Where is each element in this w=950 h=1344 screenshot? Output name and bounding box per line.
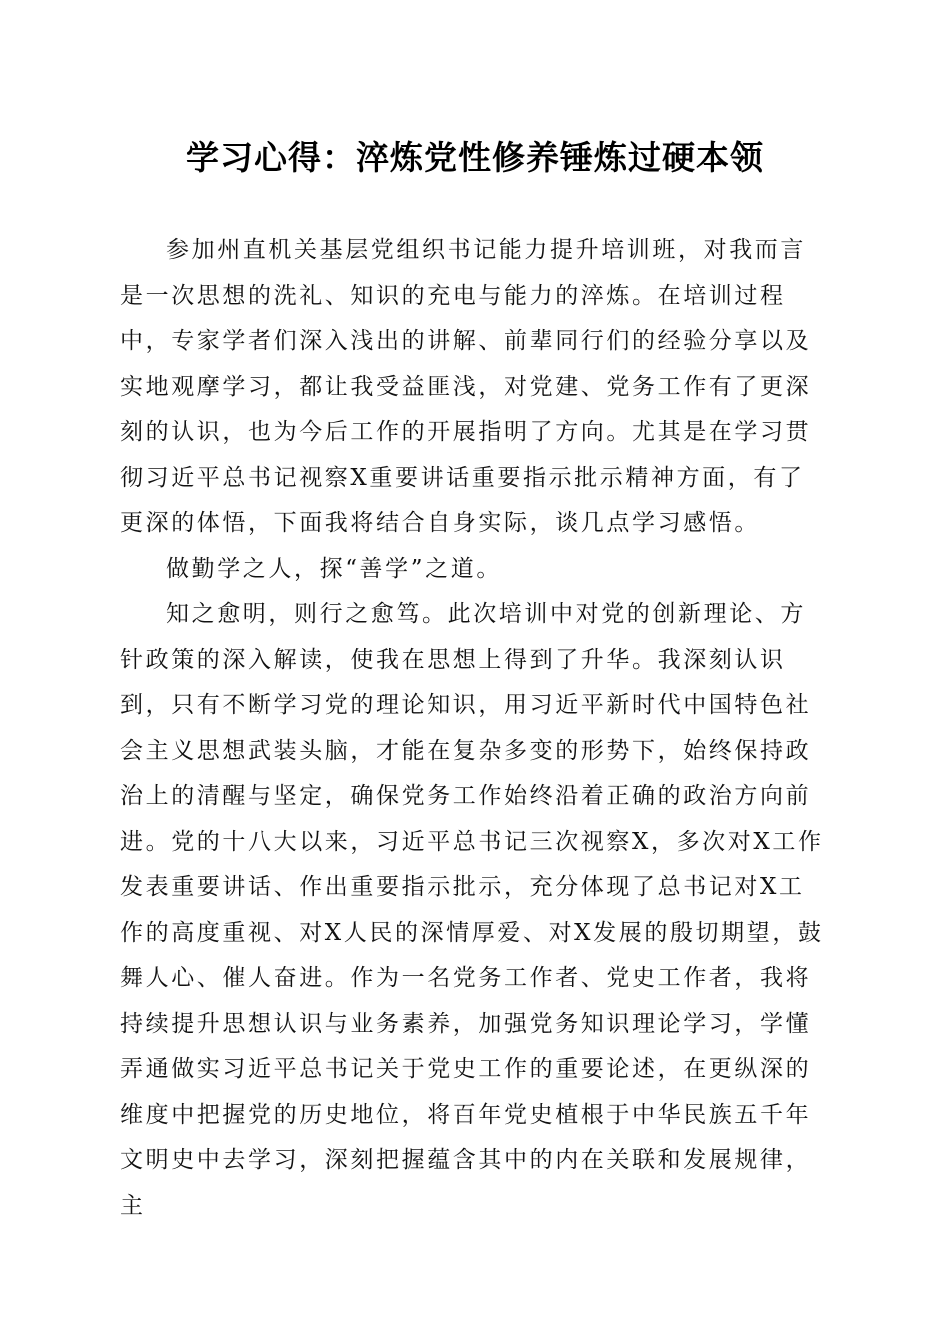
- document-body: [120, 228, 830, 1229]
- document-title: 学习心得：淬炼党性修养锤炼过硬本领: [186, 138, 764, 177]
- paragraph-section-heading: 做勤学之人，探“善学”之道。: [166, 555, 502, 582]
- paragraph-intro: 参加州直机关基层党组织书记能力提升培训班，对我而言是一次思想的洗礼、知识的充电与能力的淬炼。在培训过程中，专家学者们深入浅出的讲解、前辈同行们的经验分享以及实地观摩学习，都让我受益匪浅，对党建、党务工作有了更深刻的认识，也为今后工作的开展指明了方向。尤其是在学习贯彻习近平总书记视察X重要讲话重要指示批示精神方面，有了更深的体悟，下面我将结合自身实际，谈几点学习感悟。: [120, 237, 812, 536]
- paragraph-learning: 知之愈明，则行之愈笃。此次培训中对党的创新理论、方针政策的深入解读，使我在思想上得到了升华。我深刻认识到，只有不断学习党的理论知识，用习近平新时代中国特色社会主义思想武装头脑，才能在复杂多变的形势下，始终保持政治上的清醒与坚定，确保党务工作始终沿着正确的政治方向前进。党的十八大以来，习近平总书记三次视察X，多次对X工作发表重要讲话、作出重要指示批示，充分体现了总书记对X工作的高度重视、对X人民的深情厚爱、对X发展的殷切期望，鼓舞人心、催人奋进。作为一名党务工作者、党史工作者，我将持续提升思想认识与业务素养，加强党务知识理论学习，学懂弄通做实习近平总书记关于党史工作的重要论述，在更纵深的维度中把握党的历史地位，将百年党史植根于中华民族五千年文明史中去学习，深刻把握蕴含其中的内在关联和发展规律，主: [120, 601, 824, 1219]
